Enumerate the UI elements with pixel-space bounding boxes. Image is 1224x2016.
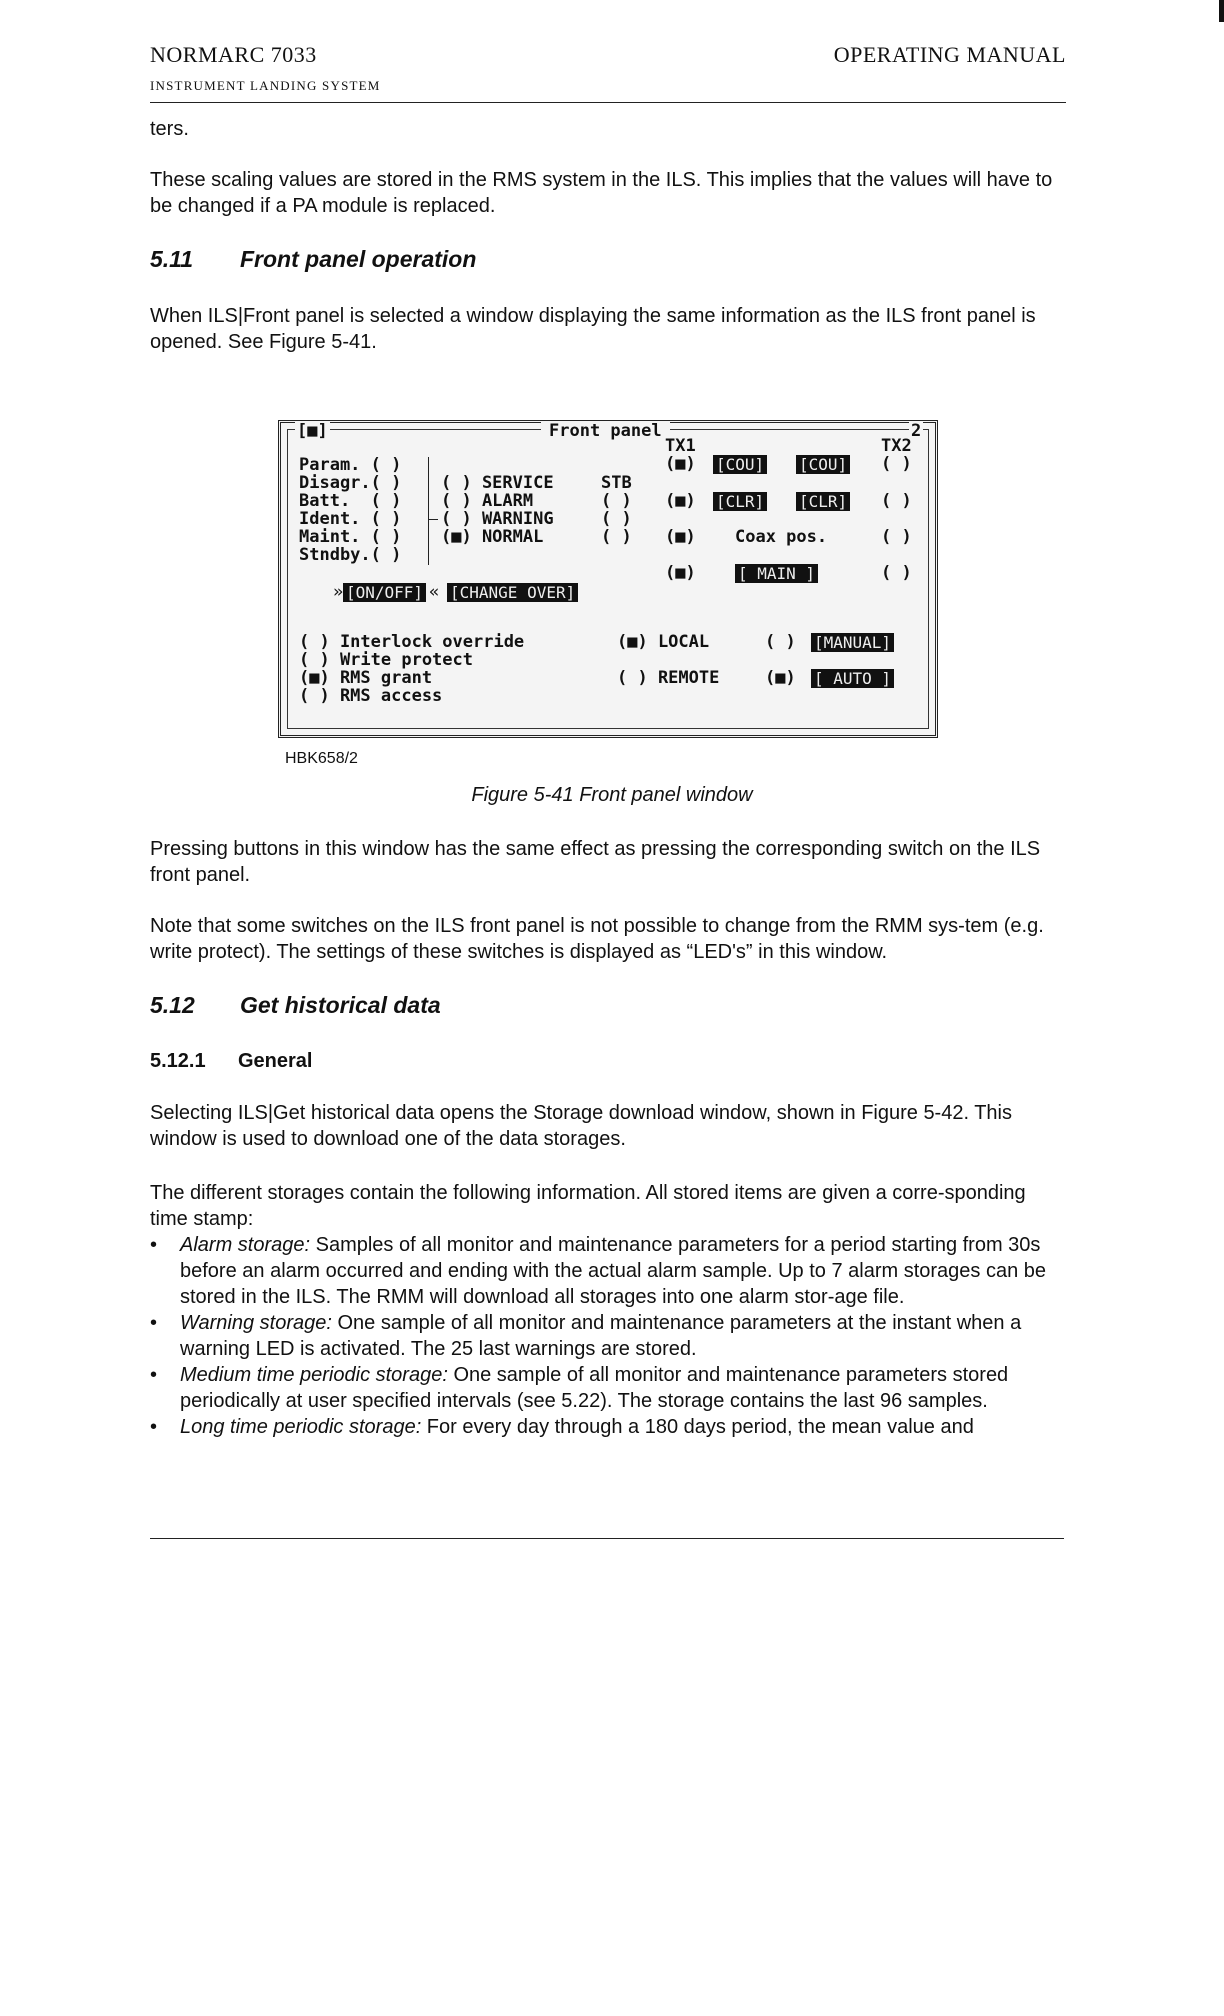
auto-led: (■) <box>765 668 796 688</box>
main-button[interactable]: [ MAIN ] <box>735 564 818 583</box>
manual-led: ( ) <box>765 632 796 652</box>
section-title: Front panel operation <box>240 246 477 272</box>
list-item-term: Long time periodic storage: <box>180 1416 422 1438</box>
section-title: Get historical data <box>240 992 441 1018</box>
column-tx1: TX1 <box>665 436 696 456</box>
manual-button[interactable]: [MANUAL] <box>811 633 894 652</box>
onoff-button[interactable]: [ON/OFF] <box>343 583 426 602</box>
onoff-prefix: » <box>333 582 344 602</box>
disagr-led: Disagr.( ) <box>299 473 402 493</box>
tx2-clr-button[interactable]: [CLR] <box>796 492 850 511</box>
auto-button[interactable]: [ AUTO ] <box>811 669 894 688</box>
window-corner-right: 2 <box>911 421 922 441</box>
rms-grant-led: (■) RMS grant <box>299 668 433 688</box>
paragraph-selecting: Selecting ILS|Get historical data opens the Storage download window, shown in Figure 5-42. This window is used to download one of the data storages. <box>150 1102 1013 1150</box>
status-warning: ( ) WARNING <box>441 509 554 529</box>
list-item <box>150 1310 1065 1362</box>
section-heading-5-12 <box>150 992 441 1019</box>
paragraph-storages: The different storages contain the following information. All stored items are given a corre-sponding time stamp: <box>150 1182 1026 1230</box>
remote-led: ( ) REMOTE <box>617 668 720 688</box>
paragraph-front-panel: When ILS|Front panel is selected a window displaying the same information as the ILS front panel is opened. See Figure 5-41. <box>150 305 1036 353</box>
tx-row2-end-led: ( ) <box>881 491 912 511</box>
stb-label: STB <box>601 473 632 493</box>
list-item <box>150 1232 1065 1310</box>
tx1-cou-button[interactable]: [COU] <box>713 455 767 474</box>
list-item-text: Samples of all monitor and maintenance parameters for a period starting from 30s before an alarm occurred and ending with the actual alarm sample. Up to 7 alarm storages can be stored in the ILS. The RMM will download all storages into one alarm stor-age file. <box>180 1234 1047 1308</box>
page-edge-mark <box>1219 0 1224 22</box>
tx-row3-led: (■) <box>665 527 696 547</box>
ident-connector <box>428 519 438 520</box>
tx-row2-led: (■) <box>665 491 696 511</box>
window-title: Front panel <box>541 422 670 441</box>
section-number: 5.12.1 <box>150 1050 206 1072</box>
batt-led: Batt. ( ) <box>299 491 402 511</box>
local-led: (■) LOCAL <box>617 632 710 652</box>
list-item <box>150 1362 1065 1414</box>
ident-led: Ident. ( ) <box>299 509 402 529</box>
list-item-term: Alarm storage: <box>180 1234 311 1256</box>
paragraph-pressing: Pressing buttons in this window has the same effect as pressing the corresponding switch on the ILS front panel. <box>150 838 1041 886</box>
coax-position: Coax pos. <box>735 527 828 547</box>
tx-row4-led: (■) <box>665 563 696 583</box>
maint-led: Maint. ( ) <box>299 527 402 547</box>
interlock-override-led: ( ) Interlock override <box>299 632 525 652</box>
figure-label: HBK658/2 <box>285 750 358 767</box>
paragraph-note: Note that some switches on the ILS front panel is not possible to change from the RMM sys-tem (e.g. write protect). The settings of these switches is displayed as “LED's” in this window. <box>150 915 1044 963</box>
tx-row1-end-led: ( ) <box>881 454 912 474</box>
section-title: General <box>238 1050 313 1072</box>
stb-led-1: ( ) <box>601 491 632 511</box>
stndby-led: Stndby.( ) <box>299 545 402 565</box>
figure-caption: Figure 5-41 Front panel window <box>471 784 753 806</box>
section-number: 5.11 <box>150 246 194 272</box>
list-item-text: One sample of all monitor and maintenance parameters stored periodically at user specified intervals (see 5.22). The storage contains the last 96 samples. <box>180 1364 1009 1412</box>
header-left-title: NORMARC 7033 <box>150 42 317 67</box>
stb-led-3: ( ) <box>601 527 632 547</box>
list-item-text: For every day through a 180 days period, the mean value and <box>421 1416 974 1438</box>
tx-row4-end-led: ( ) <box>881 563 912 583</box>
status-service: ( ) SERVICE <box>441 473 554 493</box>
rms-access-led: ( ) RMS access <box>299 686 443 706</box>
section-heading-5-11 <box>150 246 476 273</box>
stb-led-2: ( ) <box>601 509 632 529</box>
tx-row1-led: (■) <box>665 454 696 474</box>
change-over-button[interactable]: [CHANGE OVER] <box>447 583 578 602</box>
write-protect-led: ( ) Write protect <box>299 650 473 670</box>
paragraph-scaling: These scaling values are stored in the RMS system in the ILS. This implies that the values will have to be changed if a PA module is replaced. <box>150 169 1053 217</box>
list-item-text: One sample of all monitor and maintenance parameters at the instant when a warning LED is activated. The 25 last warnings are stored. <box>180 1312 1022 1360</box>
left-divider <box>428 457 429 565</box>
header-right-title: OPERATING MANUAL <box>833 42 1066 67</box>
status-alarm: ( ) ALARM <box>441 491 534 511</box>
list-item-term: Medium time periodic storage: <box>180 1364 448 1386</box>
footer-rule <box>150 1538 1064 1539</box>
list-item-term: Warning storage: <box>180 1312 332 1334</box>
storage-list <box>150 1232 1065 1440</box>
tx1-clr-button[interactable]: [CLR] <box>713 492 767 511</box>
header-left-subtitle: INSTRUMENT LANDING SYSTEM <box>150 78 381 93</box>
section-heading-5-12-1 <box>150 1050 312 1073</box>
onoff-suffix: « <box>429 582 440 602</box>
section-number: 5.12 <box>150 992 195 1018</box>
intro-fragment: ters. <box>150 118 189 140</box>
column-tx2: TX2 <box>881 436 912 456</box>
status-normal: (■) NORMAL <box>441 527 544 547</box>
list-item <box>150 1414 1065 1440</box>
tx2-cou-button[interactable]: [COU] <box>796 455 850 474</box>
header-rule <box>150 102 1066 103</box>
param-led: Param. ( ) <box>299 455 402 475</box>
window-corner-left[interactable]: [■] <box>297 421 328 441</box>
front-panel-window <box>278 420 938 738</box>
tx-row3-end-led: ( ) <box>881 527 912 547</box>
